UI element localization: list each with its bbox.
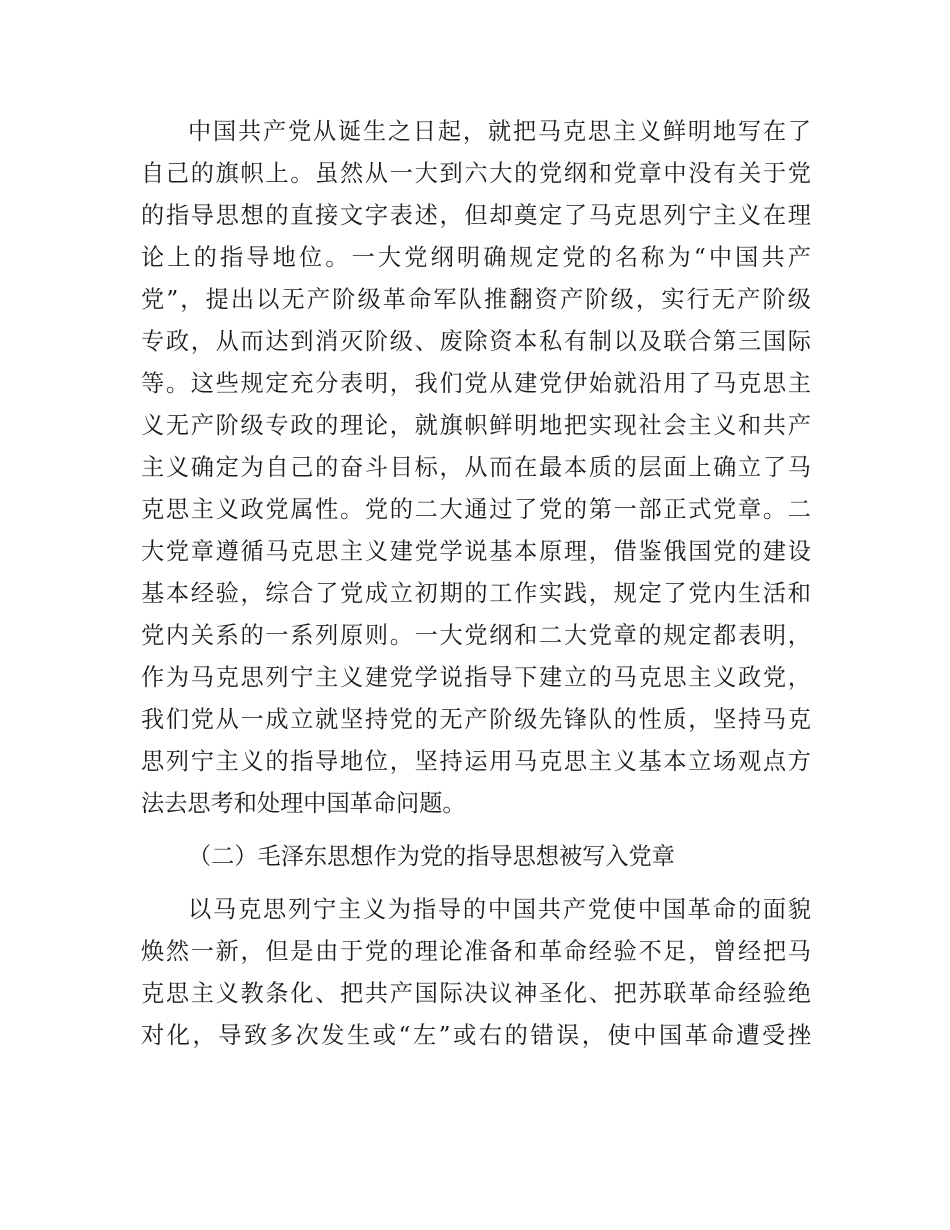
paragraph-1-line-4: 论上的指导地位。一大党纲明确规定党的名称为“中国共产: [141, 244, 811, 271]
paragraph-1-line-17: 法去思考和处理中国革命问题。: [141, 790, 466, 817]
paragraph-1-line-15: 我们党从一成立就坚持党的无产阶级先锋队的性质，坚持马克: [141, 706, 811, 733]
paragraph-1-line-3: 的指导思想的直接文字表述，但却奠定了马克思列宁主义在理: [141, 202, 811, 229]
paragraph-1-line-1: 中国共产党从诞生之日起，就把马克思主义鲜明地写在了: [188, 118, 811, 145]
paragraph-1-line-14: 作为马克思列宁主义建党学说指导下建立的马克思主义政党，: [141, 664, 811, 691]
paragraph-1-line-10: 克思主义政党属性。党的二大通过了党的第一部正式党章。二: [141, 496, 811, 523]
paragraph-1-line-5: 党”，提出以无产阶级革命军队推翻资产阶级，实行无产阶级: [141, 286, 811, 313]
paragraph-1-line-6: 专政，从而达到消灭阶级、废除资本私有制以及联合第三国际: [141, 328, 811, 355]
paragraph-2-line-4: 对化，导致多次发生或“左”或右的错误，使中国革命遭受挫: [141, 1022, 811, 1049]
paragraph-2-line-1: 以马克思列宁主义为指导的中国共产党使中国革命的面貌: [188, 896, 811, 923]
paragraph-1-line-16: 思列宁主义的指导地位，坚持运用马克思主义基本立场观点方: [141, 748, 811, 775]
paragraph-1-line-7: 等。这些规定充分表明，我们党从建党伊始就沿用了马克思主: [141, 370, 811, 397]
paragraph-1-line-9: 主义确定为自己的奋斗目标，从而在最本质的层面上确立了马: [141, 454, 811, 481]
paragraph-1-line-8: 义无产阶级专政的理论，就旗帜鲜明地把实现社会主义和共产: [141, 412, 811, 439]
section-heading: （二）毛泽东思想作为党的指导思想被写入党章: [188, 843, 675, 870]
paragraph-1-line-12: 基本经验，综合了党成立初期的工作实践，规定了党内生活和: [141, 580, 811, 607]
paragraph-1-line-11: 大党章遵循马克思主义建党学说基本原理，借鉴俄国党的建设: [141, 538, 811, 565]
paragraph-2-line-2: 焕然一新，但是由于党的理论准备和革命经验不足，曾经把马: [141, 938, 811, 965]
paragraph-1-line-2: 自己的旗帜上。虽然从一大到六大的党纲和党章中没有关于党: [141, 160, 811, 187]
paragraph-2-line-3: 克思主义教条化、把共产国际决议神圣化、把苏联革命经验绝: [141, 980, 811, 1007]
paragraph-1-line-13: 党内关系的一系列原则。一大党纲和二大党章的规定都表明，: [141, 622, 811, 649]
